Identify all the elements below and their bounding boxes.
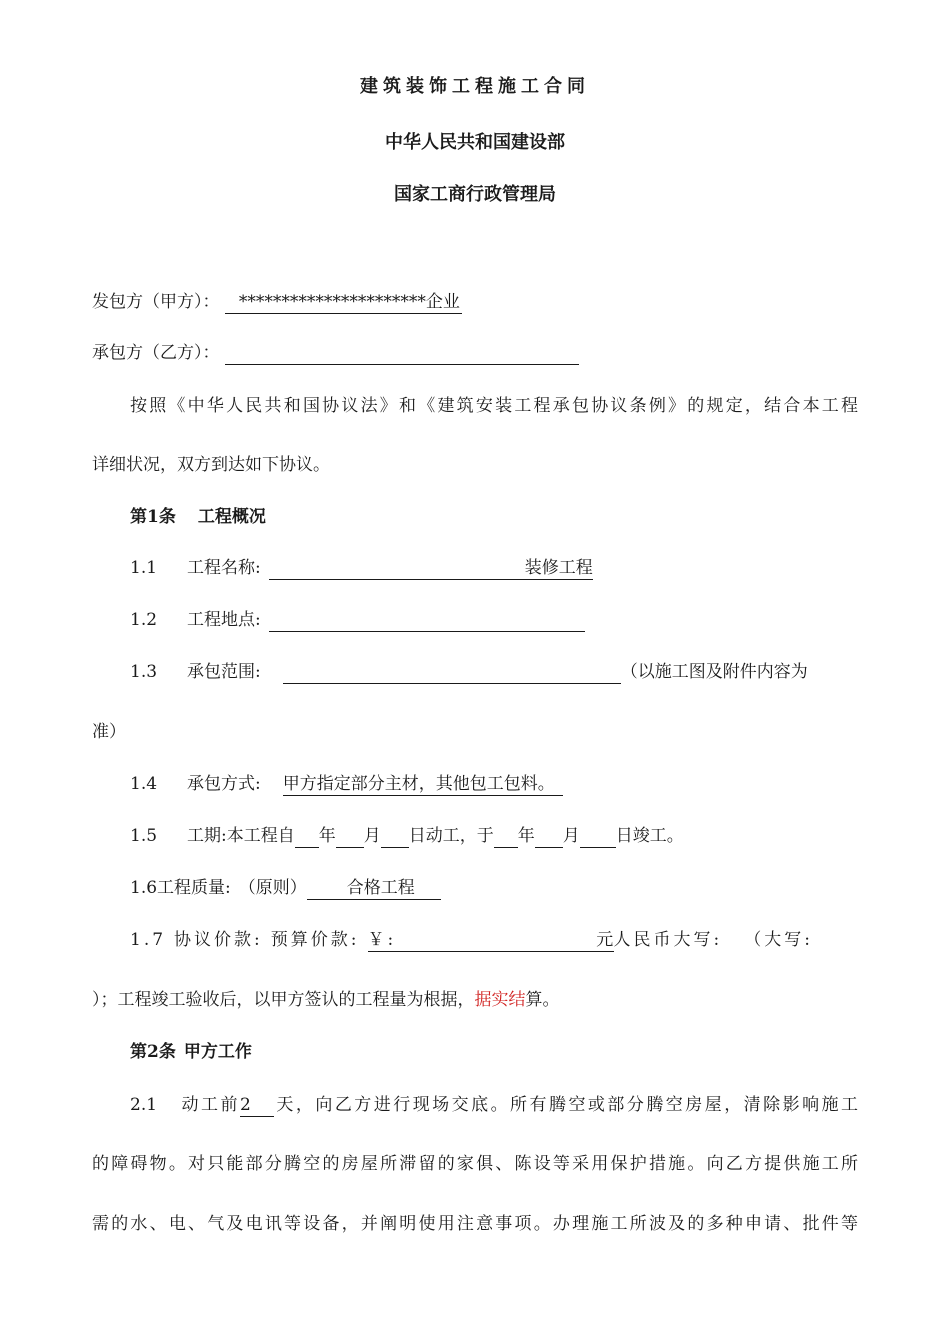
end-day-blank [580,826,616,848]
item-2-1-days: 2 [239,1095,251,1115]
start-month-blank [336,826,364,848]
item-1-1 [130,556,593,580]
item-1-1-value: 装修工程 [524,558,593,578]
item-1-7-yen: ￥: [367,930,397,950]
party-a-value: **********************企业 [225,292,462,314]
item-1-2-blank [269,610,585,632]
item-2-1-line-2: 的障碍物。对只能部分腾空的房屋所滞留的家俱、陈设等采用保护措施。向乙方提供施工所 [92,1154,858,1174]
item-1-7-cont-text: ）；工程竣工验收后，以甲方签认的工程量为根据， [92,990,475,1010]
item-1-5-text-year: 年 [318,826,336,846]
item-1-5-text-month: 月 [363,826,381,846]
party-b-blank [225,343,579,365]
item-1-7-cont-highlight: 据实结 [474,990,526,1010]
start-day-blank [381,826,409,848]
item-1-5-label: 工期: [187,826,227,846]
preamble-line-2: 详细状况，双方到达如下协议。 [92,455,330,475]
item-1-1-number: 1.1 [130,558,158,578]
start-year-blank [295,826,319,848]
end-month-blank [535,826,563,848]
item-1-6-value: 合格工程 [307,878,441,900]
item-1-5 [130,824,684,848]
article-1-heading [130,505,266,529]
item-1-7-number: 1.7 [130,930,167,950]
item-1-7 [130,928,813,952]
article-2-number: 第2条 [130,1042,176,1062]
item-1-4-label: 承包方式: [187,774,261,794]
item-1-5-text-start: 日动工，于 [408,826,494,846]
item-1-7-daxie: （大写: [744,930,813,950]
article-1-number: 第1条 [130,507,176,527]
item-2-1-number: 2.1 [130,1095,158,1115]
article-2-heading [130,1040,252,1064]
item-2-1-text-after: 天，向乙方进行现场交底。所有腾空或部分腾空房屋，清除影响施工 [273,1095,859,1115]
item-1-7-continued [92,988,560,1012]
issuer-bureau: 国家工商行政管理局 [394,184,556,205]
item-2-1-line-3: 需的水、电、气及电讯等设备，并阐明使用注意事项。办理施工所波及的多种申请、批件等 [92,1214,858,1234]
item-2-1-text-before: 动工前 [179,1095,240,1115]
item-1-3-blank [283,662,621,684]
item-1-7-rmb: 人民币大写: [613,930,723,950]
party-a-line [92,290,462,314]
item-1-6-number: 1.6 [130,878,158,898]
item-1-6-label: 工程质量: [157,878,231,898]
item-1-2-label: 工程地点: [187,610,261,630]
item-1-3-number: 1.3 [130,662,158,682]
item-1-7-budget: 预算价款: [270,930,360,950]
preamble-line-1: 按照《中华人民共和国协议法》和《建筑安装工程承包协议条例》的规定，结合本工程 [130,396,858,416]
item-1-3-label: 承包范围: [187,662,261,682]
item-1-3 [130,660,808,684]
item-1-5-text-month-2: 月 [562,826,580,846]
item-2-1 [130,1093,858,1117]
item-1-3-suffix: （以施工图及附件内容为 [620,662,808,682]
item-1-4 [130,772,563,796]
item-1-5-text-end: 日竣工。 [615,826,684,846]
item-1-4-value: 甲方指定部分主材，其他包工包料。 [283,774,563,796]
item-1-6-standard: （原则） [238,878,307,898]
document-title: 建筑装饰工程施工合同 [360,76,590,97]
article-1-title: 工程概况 [197,507,266,527]
item-1-1-label: 工程名称: [187,558,261,578]
item-1-5-text-year-2: 年 [517,826,535,846]
item-1-2 [130,608,585,632]
item-1-5-number: 1.5 [130,826,158,846]
item-1-7-unit: 元 [596,930,617,950]
item-1-6 [130,876,441,900]
item-1-3-continued: 准） [92,722,126,742]
item-1-7-label: 协议价款: [174,930,263,950]
item-1-4-number: 1.4 [130,774,158,794]
item-1-7-cont-end: 算。 [525,990,560,1010]
party-b-line [92,341,579,365]
party-a-label: 发包方（甲方）： [92,292,220,312]
party-b-label: 承包方（乙方）： [92,343,220,363]
issuer-ministry: 中华人民共和国建设部 [385,132,565,153]
item-1-5-text-from: 本工程自 [226,826,295,846]
article-2-title: 甲方工作 [183,1042,252,1062]
item-1-2-number: 1.2 [130,610,158,630]
end-year-blank [494,826,518,848]
